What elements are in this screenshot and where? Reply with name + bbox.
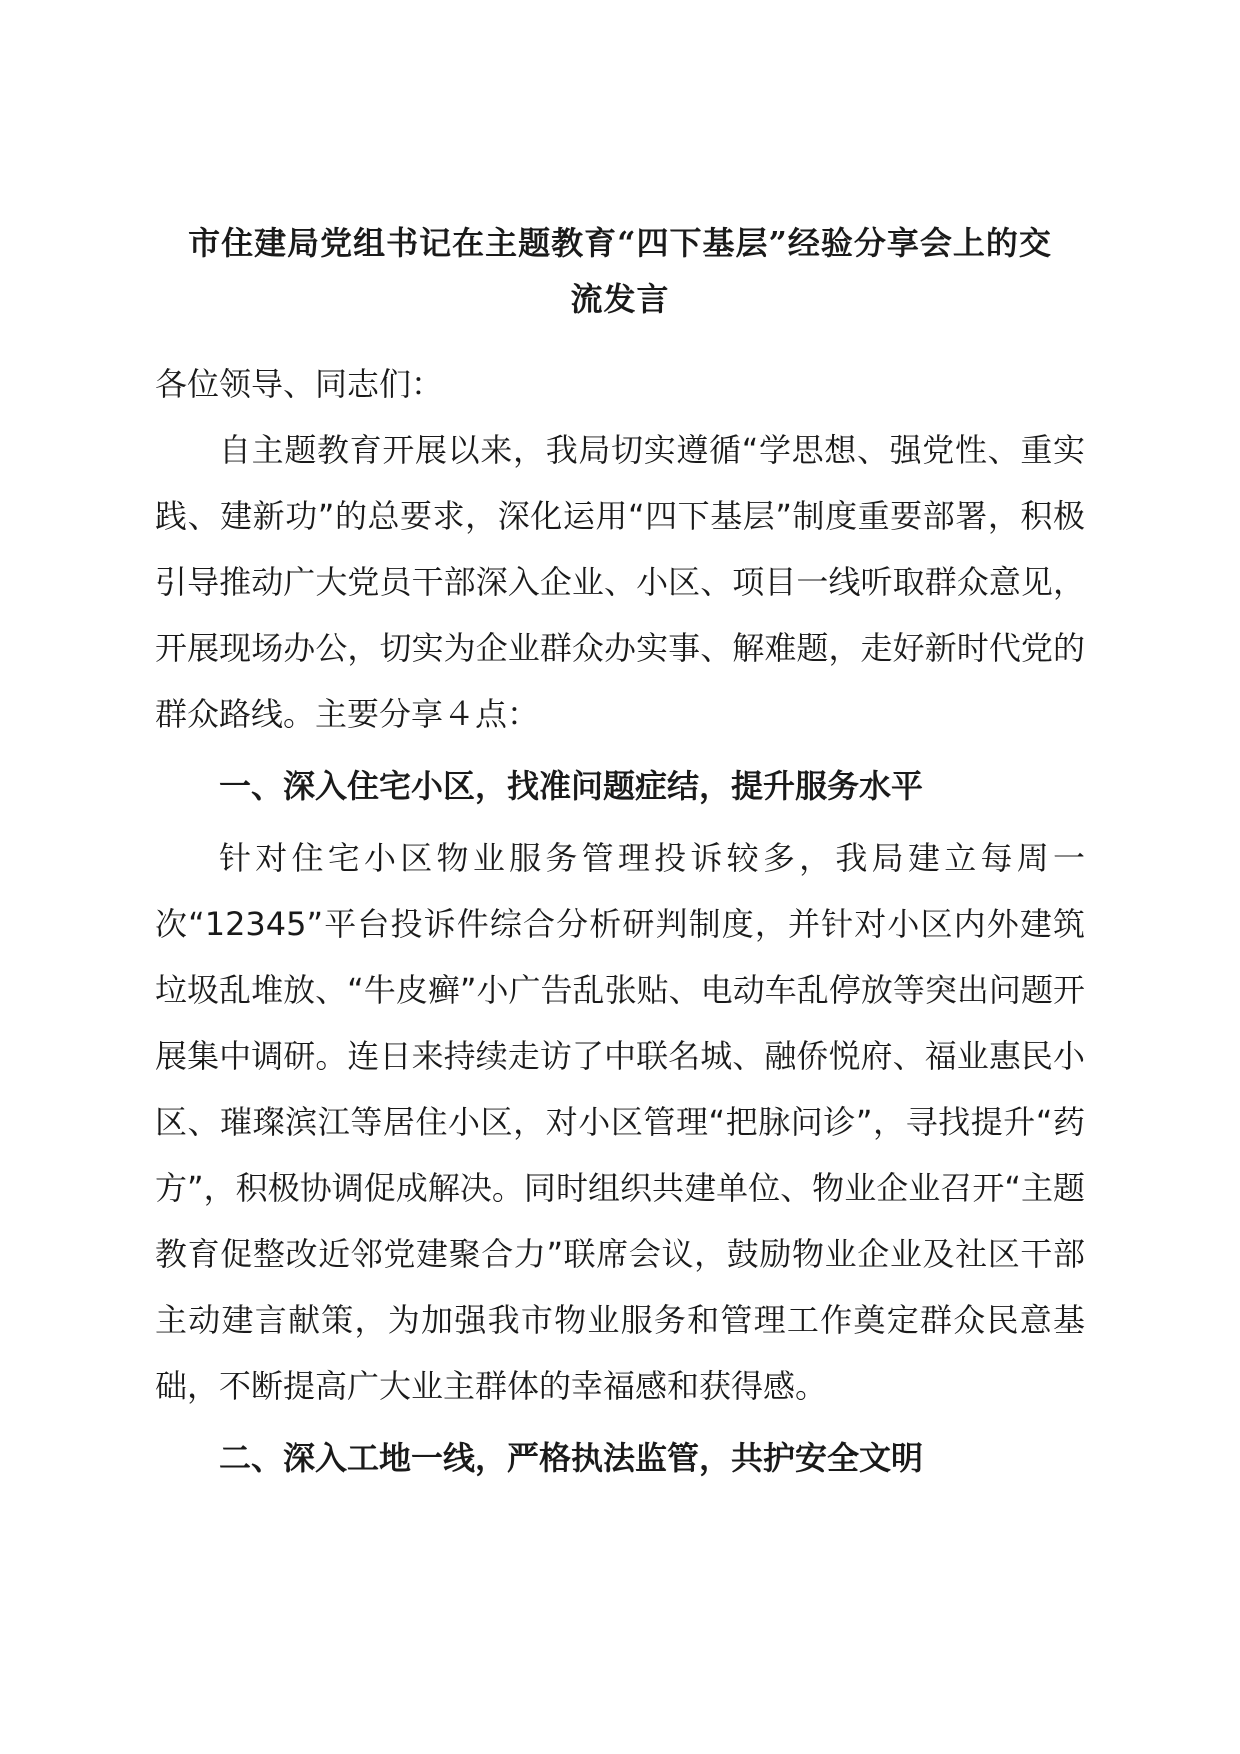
document-title bbox=[155, 215, 1085, 327]
greeting: 各位领导、同志们： bbox=[155, 365, 444, 403]
intro-paragraph: 自主题教育开展以来，我局切实遵循“学思想、强党性、重实践、建新功”的总要求，深化运用“四下基层”制度重要部署，积极引导推动广大党员干部深入企业、小区、项目一线听取群众意见，开展现场办公，切实为企业群众办实事、解难题，走好新时代党的群众路线。主要分享４点： bbox=[155, 431, 1085, 733]
title-line-1: 市住建局党组书记在主题教育“四下基层”经验分享会上的交 bbox=[188, 224, 1052, 262]
document-page bbox=[155, 215, 1085, 1491]
section-2-heading: 二、深入工地一线，严格执法监管，共护安全文明 bbox=[219, 1439, 924, 1477]
title-line-2: 流发言 bbox=[570, 280, 670, 318]
section-1-paragraph: 针对住宅小区物业服务管理投诉较多，我局建立每周一次“12345”平台投诉件综合分析研判制度，并针对小区内外建筑垃圾乱堆放、“牛皮癣”小广告乱张贴、电动车乱停放等突出问题开展集中调研。连日来持续走访了中联名城、融侨悦府、福业惠民小区、璀璨滨江等居住小区，对小区管理“把脉问诊”，寻找提升“药方”，积极协调促成解决。同时组织共建单位、物业企业召开“主题教育促整改近邻党建聚合力”联席会议，鼓励物业企业及社区干部主动建言献策，为加强我市物业服务和管理工作奠定群众民意基础，不断提高广大业主群体的幸福感和获得感。 bbox=[155, 839, 1085, 1405]
section-1-heading: 一、深入住宅小区，找准问题症结，提升服务水平 bbox=[219, 767, 924, 805]
